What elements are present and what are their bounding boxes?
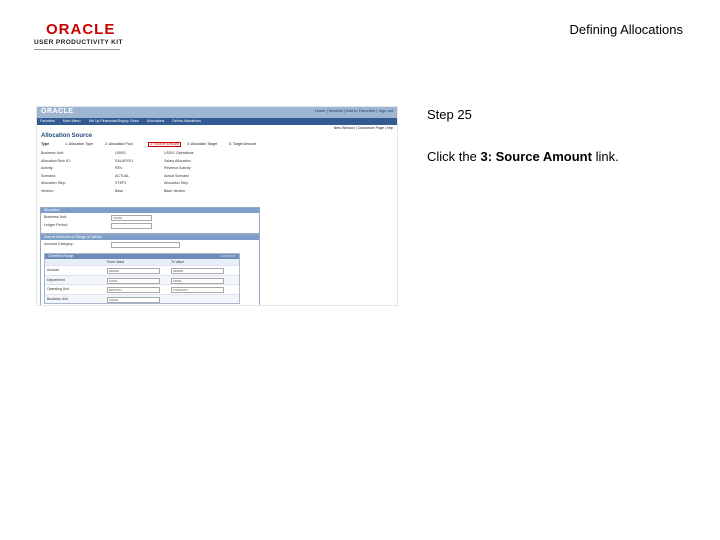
nav-item: Main Menu bbox=[62, 119, 81, 123]
step-label: Step 25 bbox=[427, 107, 472, 122]
logo-divider bbox=[34, 49, 120, 50]
logo-subtitle: USER PRODUCTIVITY KIT bbox=[34, 39, 123, 46]
field-description: Salary Allocation bbox=[164, 158, 191, 163]
to-value-input[interactable]: 699999 bbox=[171, 268, 224, 274]
range-panel-header: Source Amounts or Range of Values bbox=[41, 235, 259, 240]
allocation-row-1 bbox=[41, 213, 259, 221]
tab-type: Type bbox=[41, 142, 50, 146]
field-description: Base Version bbox=[164, 188, 186, 193]
tab-allocation-pool: 2: Allocation Pool bbox=[105, 142, 133, 146]
app-brand: ORACLE bbox=[41, 108, 74, 115]
nav-item: Allocations bbox=[146, 119, 165, 123]
account-category-row bbox=[41, 240, 259, 248]
instruction-text bbox=[427, 149, 619, 164]
table-row bbox=[45, 294, 239, 304]
allocation-row-2 bbox=[41, 221, 259, 229]
field-description: Actual Scenario bbox=[164, 173, 190, 178]
app-top-bar bbox=[37, 107, 397, 118]
instruction-suffix: link. bbox=[591, 149, 619, 164]
tab-target-amount: 5: Target Amount bbox=[229, 142, 257, 146]
to-value-input[interactable]: TORONTO bbox=[171, 287, 224, 293]
chartfield-range-grid bbox=[44, 253, 240, 304]
field-label: Business Unit: bbox=[41, 151, 64, 155]
row-label: Business Unit bbox=[47, 296, 68, 301]
col-to-value: To Value bbox=[171, 260, 184, 264]
field-descriptions-column bbox=[164, 150, 194, 195]
field-value: ACTUAL bbox=[115, 173, 130, 178]
field-value: SALARY01 bbox=[115, 158, 134, 163]
grid-customize-link[interactable]: Customize bbox=[219, 254, 236, 258]
field-description: Allocation Step bbox=[164, 181, 188, 185]
tab-allocation-target: 4: Allocation Target bbox=[187, 142, 218, 146]
tab-allocation-type: 1: Allocation Type bbox=[65, 142, 94, 146]
oracle-upk-logo bbox=[34, 22, 134, 50]
field-description: US001 Operations bbox=[164, 151, 194, 155]
field-value: Base bbox=[115, 188, 124, 193]
field-label: Activity: bbox=[41, 166, 54, 170]
range-panel bbox=[40, 234, 260, 305]
row-label: Operating Unit bbox=[47, 287, 69, 291]
logo-brand: ORACLE bbox=[46, 21, 116, 38]
from-value-input[interactable]: 600000 bbox=[107, 268, 160, 274]
col-from-value: From Value bbox=[107, 260, 125, 264]
to-value-input[interactable]: 19999 bbox=[171, 278, 224, 284]
nav-item: Set Up Financials/Supply Chain bbox=[88, 119, 140, 123]
grid-title: Chartfield Range bbox=[48, 254, 74, 258]
row-label: Account bbox=[47, 268, 60, 272]
app-nav-bar bbox=[37, 118, 397, 125]
instruction-prefix: Click the bbox=[427, 149, 481, 164]
from-value-input[interactable]: BOSTON bbox=[107, 287, 160, 293]
application-screenshot bbox=[37, 107, 397, 305]
allocation-row-1-input[interactable]: US001 bbox=[111, 215, 152, 221]
allocation-panel bbox=[40, 207, 260, 234]
from-value-input[interactable]: 10000 bbox=[107, 278, 160, 284]
from-value-input[interactable]: US001 bbox=[107, 297, 160, 303]
table-row bbox=[45, 265, 239, 275]
field-label: Allocation Rule ID: bbox=[41, 158, 71, 163]
allocation-panel-header: Allocation bbox=[41, 208, 259, 213]
field-value: US001 bbox=[115, 151, 126, 155]
allocation-row-2-label: Ledger Period: bbox=[44, 223, 68, 227]
document-title: Defining Allocations bbox=[569, 22, 683, 37]
table-row bbox=[45, 284, 239, 294]
tab-source-amount-highlight[interactable]: 3: Source Amount bbox=[150, 142, 179, 146]
table-row bbox=[45, 275, 239, 285]
nav-item: Define Allocations bbox=[172, 119, 201, 123]
field-label: Version: bbox=[41, 188, 54, 193]
row-label: Department bbox=[47, 277, 65, 282]
account-category-select[interactable] bbox=[111, 242, 180, 248]
field-description: Revenue Activity bbox=[164, 166, 191, 170]
account-category-label: Account Category: bbox=[44, 242, 74, 246]
field-value: STEP1 bbox=[115, 181, 127, 185]
allocation-row-1-label: Business Unit: bbox=[44, 215, 67, 219]
app-tabs bbox=[37, 141, 397, 148]
app-page-title: Allocation Source bbox=[41, 133, 93, 139]
allocation-row-2-select[interactable] bbox=[111, 223, 152, 229]
app-tool-row bbox=[37, 125, 397, 132]
field-label: Allocation Step: bbox=[41, 181, 66, 185]
field-labels-column bbox=[41, 150, 71, 195]
app-top-links: Home | Worklist | Add to Favorites | Sign out bbox=[314, 108, 393, 113]
app-tools: New Window | Customize Page | http bbox=[333, 126, 393, 130]
field-values-column bbox=[115, 150, 133, 195]
field-label: Scenario: bbox=[41, 173, 57, 178]
instruction-link-name: 3: Source Amount bbox=[480, 149, 592, 164]
nav-item: Favorites bbox=[40, 119, 55, 123]
app-fields bbox=[37, 148, 397, 196]
field-value: REV bbox=[115, 166, 123, 170]
